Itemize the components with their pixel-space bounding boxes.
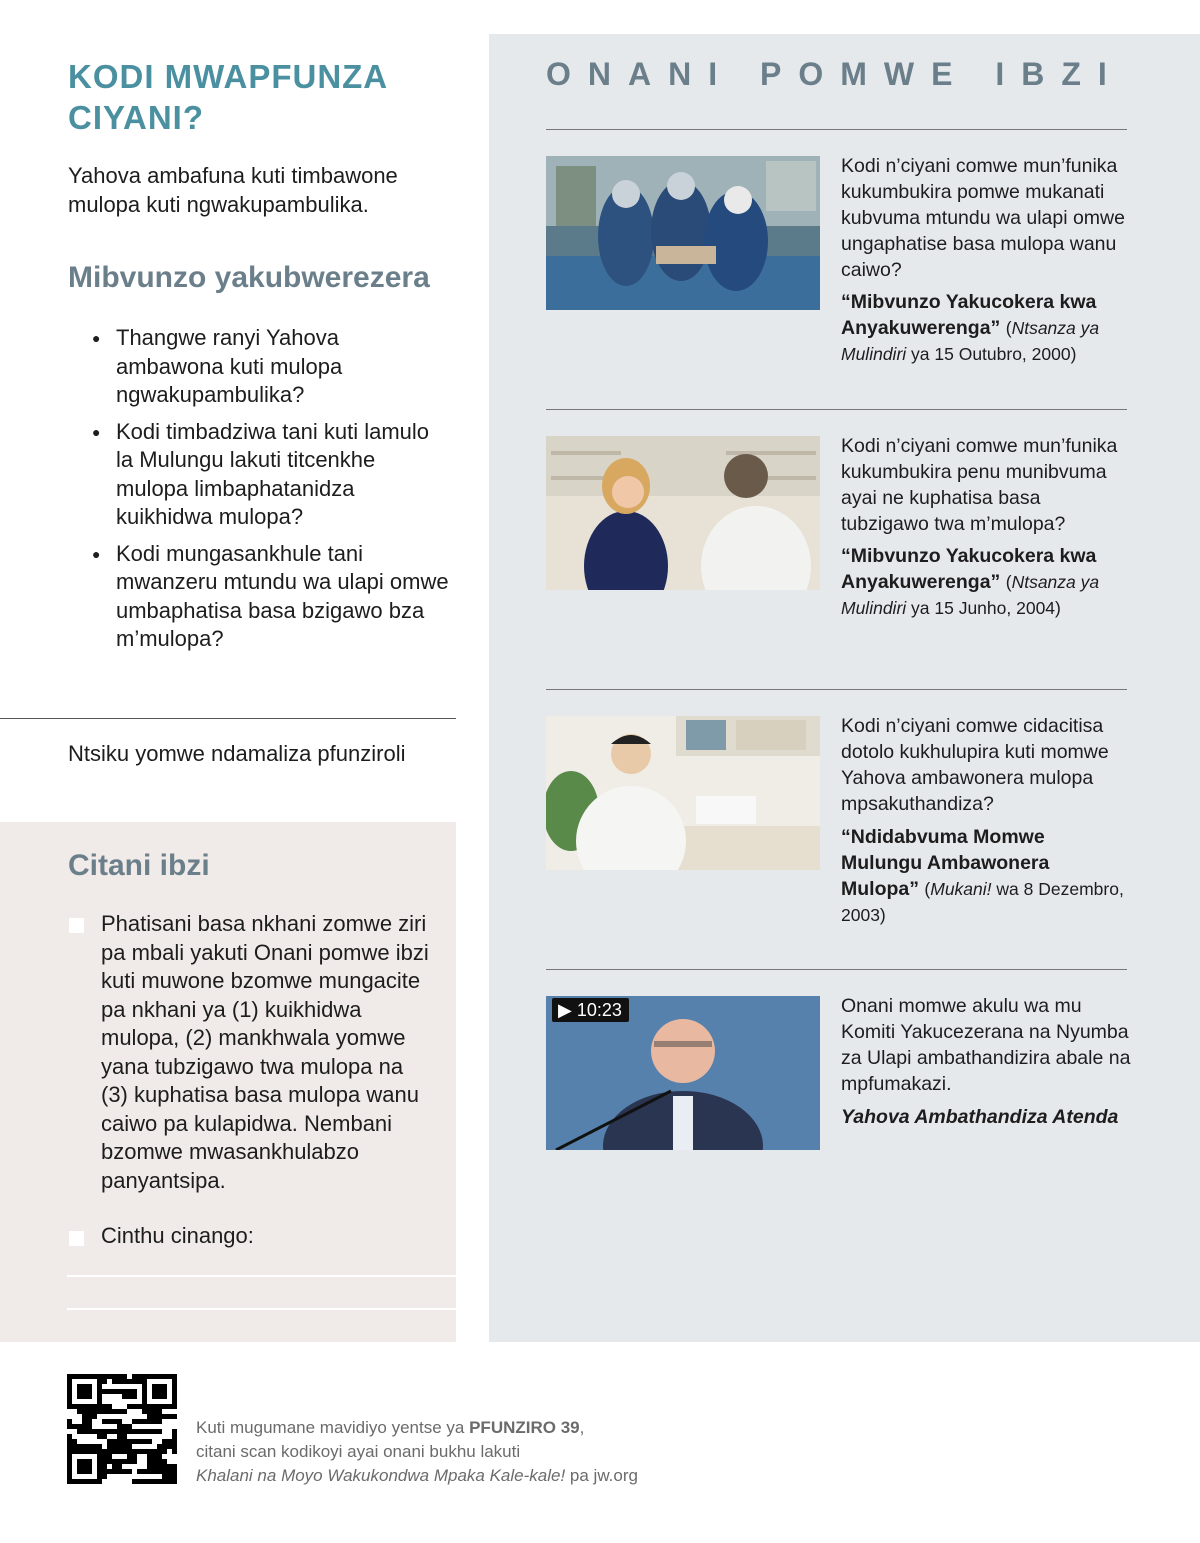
explore-item-source[interactable]: “Mibvunzo Yakucokera kwa Anyakuwerenga” (Ntsanza ya Mulindiri ya 15 Outubro, 2000) xyxy=(841,291,1100,364)
video-duration: 10:23 xyxy=(576,1000,622,1020)
explore-item-source[interactable]: “Ndidabvuma Momwe Mulungu Ambawonera Mulopa” (Mukani! wa 8 Dezembro, 2003) xyxy=(841,826,1124,925)
goal-checkbox[interactable] xyxy=(69,1231,84,1246)
review-question: ● Kodi mungasankhule tani mwanzeru mtundu wa ulapi omwe umbaphatisa basa bzigawo bza m’mulopa? xyxy=(92,540,452,654)
footer-text xyxy=(196,1416,756,1488)
review-title: Mibvunzo yakubwerezera xyxy=(68,261,430,294)
footer-punct: , xyxy=(579,1418,585,1437)
publication-name: Ntsanza ya Mulindiri xyxy=(841,572,1100,618)
book-title: Khalani na Moyo Wakukondwa Mpaka Kale-kale! xyxy=(196,1466,566,1485)
play-icon: ▶ xyxy=(558,1000,572,1020)
surgery-image[interactable] xyxy=(546,156,820,310)
publication-date: wa 8 Dezembro, 2003) xyxy=(841,879,1124,925)
doctor-image[interactable] xyxy=(546,716,820,870)
write-line[interactable] xyxy=(67,1308,456,1310)
footer-site: pa jw.org xyxy=(569,1466,638,1485)
lesson-number: PFUNZIRO 39 xyxy=(469,1418,580,1437)
divider xyxy=(0,718,456,719)
divider xyxy=(546,969,1127,970)
review-questions xyxy=(92,324,452,662)
explore-item-text: Kodi n’ciyani comwe mun’funika kukumbukira penu munibvuma ayai ne kuphatisa basa tubzigawo twa m’mulopa? xyxy=(841,435,1118,535)
video-title[interactable]: Yahova Ambathandiza Atenda xyxy=(841,1106,1119,1128)
divider xyxy=(546,129,1127,130)
divider xyxy=(546,409,1127,410)
summary-text: Yahova ambafuna kuti timbawone mulopa kuti ngwakupambulika. xyxy=(68,163,398,217)
read-title: Citani ibzi xyxy=(68,849,210,882)
explore-item-text: Kodi n’ciyani comwe mun’funika kukumbukira pomwe mukanati kubvuma mtundu wa ulapi omwe ungaphatise basa mulopa wanu caiwo? xyxy=(841,155,1125,281)
article-title[interactable]: “Ndidabvuma Momwe Mulungu Ambawonera Mulopa” xyxy=(841,826,1050,900)
divider xyxy=(546,689,1127,690)
explore-item-text: Kodi n’ciyani comwe cidacitisa dotolo kukhulupira kuti momwe Yahova ambawonera mulopa mpsakuthandiza? xyxy=(841,715,1109,815)
publication-name: Mukani! xyxy=(930,879,992,899)
article-title[interactable]: “Mibvunzo Yakucokera kwa Anyakuwerenga” xyxy=(841,545,1097,593)
review-question: ● Thangwe ranyi Yahova ambawona kuti mulopa ngwakupambulika? xyxy=(92,324,452,410)
footer-line1: Kuti mugumane mavidiyo yentse ya xyxy=(196,1418,465,1437)
video-thumbnail[interactable] xyxy=(546,996,820,1150)
publication-date: ya 15 Outubro, 2000) xyxy=(911,344,1077,364)
publication-name: Ntsanza ya Mulindiri xyxy=(841,318,1100,364)
publication-date: ya 15 Junho, 2004) xyxy=(911,598,1061,618)
review-question: ● Kodi timbadziwa tani kuti lamulo la Mulungu lakuti titcenkhe mulopa limbaphatanidza kuikhidwa mulopa? xyxy=(92,418,452,532)
article-title[interactable]: “Mibvunzo Yakucokera kwa Anyakuwerenga” xyxy=(841,291,1097,339)
task-checkbox[interactable] xyxy=(69,918,84,933)
consultation-image[interactable] xyxy=(546,436,820,590)
qr-code-icon[interactable] xyxy=(67,1374,177,1484)
explore-item-source[interactable]: “Mibvunzo Yakucokera kwa Anyakuwerenga” (Ntsanza ya Mulindiri ya 15 Junho, 2004) xyxy=(841,545,1100,618)
summary-title: KODI MWAPFUNZA CIYANI? xyxy=(68,58,387,136)
completion-date-label: Ntsiku yomwe ndamaliza pfunziroli xyxy=(68,741,406,766)
video-duration-badge xyxy=(552,998,629,1022)
write-line[interactable] xyxy=(67,1275,456,1277)
footer-line2: citani scan kodikoyi ayai onani bukhu lakuti xyxy=(196,1442,521,1461)
goal-label: Cinthu cinango: xyxy=(101,1223,254,1248)
explore-item-text: Onani momwe akulu wa mu Komiti Yakucezerana na Nyumba za Ulapi ambathandizira abale na mpfumakazi. xyxy=(841,995,1131,1095)
task-text: Phatisani basa nkhani zomwe ziri pa mbali yakuti Onani pomwe ibzi kuti muwone bzomwe mungacite pa nkhani ya (1) kuikhidwa mulopa, (2) mankhwala yomwe yana tubzigawo twa mulopa na (3) kuphatisa basa mulopa wanu caiwo pa kulapidwa. Nembani bzomwe mwasankhulabzo panyantsipa. xyxy=(101,911,429,1193)
explore-title: ONANI POMWE IBZI xyxy=(546,56,1124,92)
